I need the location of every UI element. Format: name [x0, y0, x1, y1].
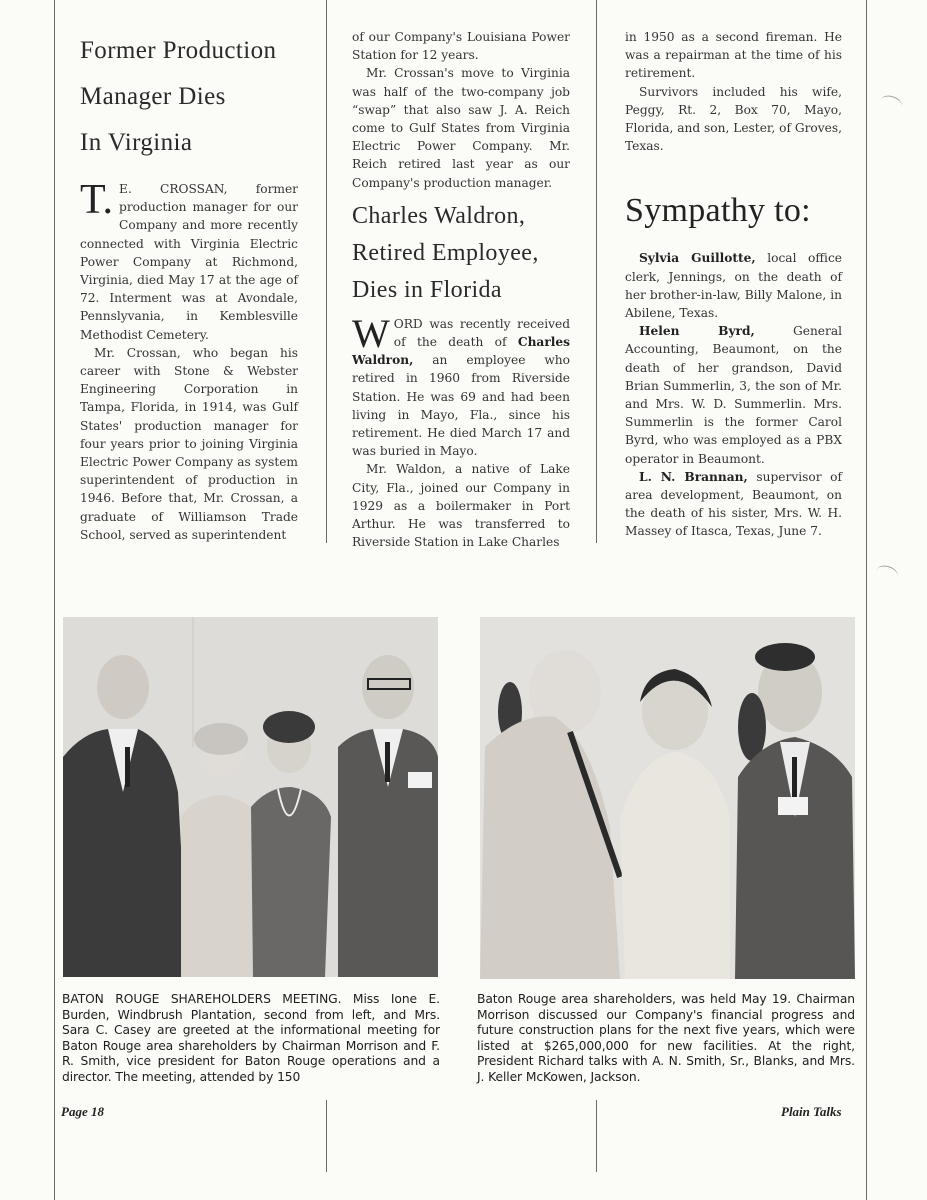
photo-illustration [63, 617, 438, 977]
crossan-paragraph-2-continued: of our Company's Louisiana Power Station for 12 years. [352, 30, 570, 63]
name-bold: Charles Waldron, [352, 335, 570, 368]
headline-line: Retired Employee, [352, 239, 539, 266]
headline-crossan [80, 28, 298, 166]
publication-name: Plain Talks [781, 1104, 842, 1119]
column-2 [352, 28, 570, 551]
page-right-rule [866, 0, 867, 1200]
headline-line: Charles Waldron, [352, 202, 526, 229]
drop-cap: T. [80, 177, 114, 223]
photo-caption-left: BATON ROUGE SHAREHOLDERS MEETING. Miss Ione E. Burden, Windbrush Plantation, second from left, and Mrs. Sara C. Casey are greeted at the informational meeting for Baton Rouge area shareholders by Chairman Morrison and F. R. Smith, vice president for Baton Rouge operations and a director. The meeting, attended by 150 [62, 992, 440, 1084]
footer-rule-1 [326, 1100, 327, 1172]
waldron-paragraph-2: Mr. Waldon, a native of Lake City, Fla., joined our Company in 1929 as a boilermaker in Port Arthur. He was transferred to Riverside Station in Lake Charles [352, 462, 570, 550]
sympathy-entry: Sylvia Guillotte, local office clerk, Jennings, on the death of her brother-in-law, Billy Malone, in Abilene, Texas. [625, 251, 842, 321]
punch-hole-mark-top [878, 93, 904, 114]
column-1 [80, 28, 298, 544]
sympathy-entry: L. N. Brannan, supervisor of area development, Beaumont, on the death of his sister, Mrs. W. H. Massey of Itasca, Texas, June 7. [625, 469, 842, 539]
headline-line: Manager Dies [80, 83, 226, 110]
photo-shareholders-right [480, 617, 855, 979]
page-number: Page 18 [61, 1104, 104, 1119]
photo-illustration [480, 617, 855, 979]
drop-cap: W [352, 310, 390, 356]
crossan-paragraph-2: Mr. Crossan, who began his career with Stone & Webster Engineering Corporation in Tampa, Florida, in 1914, was Gulf States' production manager for four years prior to joining Virginia Electric Power Company as system superintendent of production in 1946. Before that, Mr. Crossan, a graduate of Williamson Trade School, served as superintendent [80, 345, 298, 542]
waldron-lead-paragraph: WORD was recently received of the death of Charles Waldron, an employee who retired in 1960 from Riverside Station. He was 69 and had been living in Mayo, Fla., since his retirement. He died March 17 and was buried in Mayo. [352, 310, 570, 459]
headline-line: Former Production [80, 37, 277, 64]
column-3 [625, 28, 842, 541]
column-rule-2 [596, 0, 597, 543]
punch-hole-mark-bottom [874, 563, 900, 584]
headline-waldron [352, 198, 570, 309]
waldron-survivors: Survivors included his wife, Peggy, Rt. 2, Box 70, Mayo, Florida, and son, Lester, of Groves, Texas. [625, 84, 842, 154]
sympathy-heading: Sympathy to: [625, 192, 811, 230]
headline-line: Dies in Florida [352, 276, 502, 303]
page-left-rule [54, 0, 55, 1200]
headline-line: In Virginia [80, 129, 193, 156]
photo-caption-right: Baton Rouge area shareholders, was held May 19. Chairman Morrison discussed our Company's financial progress and future construction plans for the next five years, which were listed at $265,000,000 for new facilities. At the right, President Richard talks with A. N. Smith, Sr., Blanks, and Mrs. J. Keller McKowen, Jackson. [477, 992, 855, 1084]
footer-rule-2 [596, 1100, 597, 1172]
column-rule-1 [326, 0, 327, 543]
waldron-paragraph-2-continued: in 1950 as a second fireman. He was a repairman at the time of his retirement. [625, 30, 842, 81]
photo-shareholders-left [63, 617, 438, 977]
sympathy-entry: Helen Byrd, General Accounting, Beaumont, on the death of her grandson, David Brian Summerlin, 3, the son of Mr. and Mrs. W. D. Summerlin. Mrs. Summerlin is the former Carol Byrd, who was employed as a PBX operator in Beaumont. [625, 324, 843, 466]
crossan-paragraph-3: Mr. Crossan's move to Virginia was half of the two-company job “swap” that also saw J. A. Reich come to Gulf States from Virginia Electric Power Company. Mr. Reich retired last year as our Company's production manager. [352, 66, 570, 190]
crossan-lead-paragraph: T. E. CROSSAN, former production manager for our Company and more recently connected with Virginia Electric Power Company at Richmond, Virginia, died May 17 at the age of 72. Interment was at Avondale, Pennslyvania, in Kemblesville Methodist Cemetery. [80, 177, 298, 342]
